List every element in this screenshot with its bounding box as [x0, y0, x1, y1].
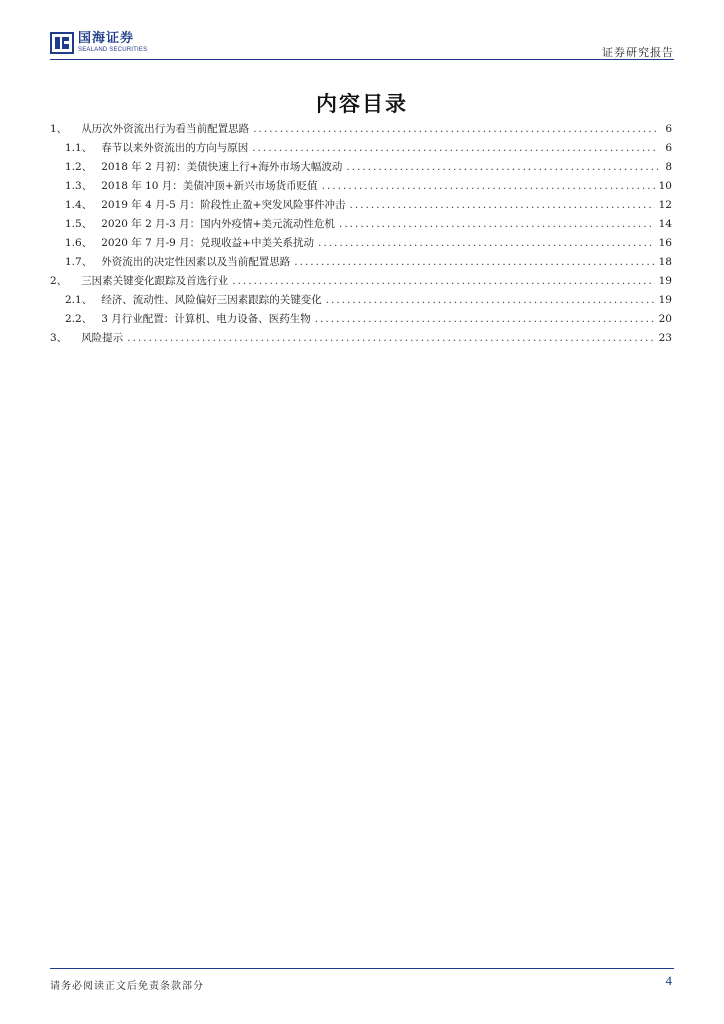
sealand-logo-icon	[50, 32, 74, 54]
toc-entry-label: 3 月行业配置：计算机、电力设备、医药生物	[101, 313, 311, 325]
toc-entry-page: 19	[658, 294, 672, 306]
toc-entry-number: 3、	[50, 332, 68, 344]
toc-leader-dots	[349, 199, 654, 211]
toc-entry-page: 14	[658, 218, 672, 230]
toc-entry-page: 6	[665, 142, 672, 154]
toc-entry-label: 三因素关键变化跟踪及首选行业	[81, 275, 229, 287]
toc-entry[interactable]	[50, 311, 672, 330]
toc-entry-number: 1、	[50, 123, 68, 135]
toc-entry[interactable]	[50, 216, 672, 235]
toc-entry-number: 2、	[50, 275, 68, 287]
toc-entry-number: 1.3、	[65, 180, 93, 192]
toc-entry-page: 10	[658, 180, 672, 192]
toc-entry-label: 2018 年 2 月初：美债快速上行+海外市场大幅波动	[101, 161, 343, 173]
toc-entry-label: 2018 年 10 月：美债冲顶+新兴市场货币贬值	[101, 180, 318, 192]
toc-entry[interactable]	[50, 140, 672, 159]
toc-entry-page: 16	[658, 237, 672, 249]
footer-divider	[50, 968, 674, 969]
toc-entry-label: 风险提示	[81, 332, 124, 344]
toc-leader-dots	[294, 256, 654, 268]
footer-disclaimer: 请务必阅读正文后免责条款部分	[50, 981, 204, 992]
toc-entry-page: 18	[658, 256, 672, 268]
toc-entry-page: 23	[658, 332, 672, 344]
company-logo	[50, 32, 147, 54]
toc-entry[interactable]	[50, 292, 672, 311]
toc-entry-number: 1.2、	[65, 161, 93, 173]
table-of-contents	[50, 121, 672, 349]
toc-leader-dots	[318, 237, 655, 249]
toc-leader-dots	[322, 180, 655, 192]
toc-leader-dots	[252, 142, 658, 154]
report-type-label: 证券研究报告	[602, 46, 674, 59]
toc-entry[interactable]	[50, 121, 672, 140]
toc-entry[interactable]	[50, 254, 672, 273]
toc-leader-dots	[127, 332, 654, 344]
toc-entry-label: 春节以来外资流出的方向与原因	[101, 142, 249, 154]
toc-entry[interactable]	[50, 330, 672, 349]
logo-english-text: SEALAND SECURITIES	[78, 47, 148, 53]
toc-entry-label: 经济、流动性、风险偏好三因素跟踪的关键变化	[101, 294, 322, 306]
header-divider	[50, 59, 674, 60]
toc-entry-label: 2020 年 7 月-9 月：兑现收益+中美关系扰动	[101, 237, 314, 249]
toc-entry[interactable]	[50, 273, 672, 292]
logo-chinese-text: 国海证券	[78, 31, 135, 46]
toc-entry-page: 20	[658, 313, 672, 325]
toc-entry-label: 2020 年 2 月-3 月：国内外疫情+美元流动性危机	[101, 218, 335, 230]
toc-leader-dots	[253, 123, 658, 135]
toc-entry-number: 2.2、	[65, 313, 93, 325]
toc-entry-page: 19	[658, 275, 672, 287]
toc-entry-page: 6	[665, 123, 672, 135]
toc-entry-label: 从历次外资流出行为看当前配置思路	[81, 123, 250, 135]
toc-entry-number: 2.1、	[65, 294, 93, 306]
toc-entry-number: 1.5、	[65, 218, 93, 230]
toc-leader-dots	[339, 218, 655, 230]
toc-entry-label: 2019 年 4 月-5 月：阶段性止盈+突发风险事件冲击	[101, 199, 346, 211]
toc-entry[interactable]	[50, 235, 672, 254]
toc-title: 内容目录	[316, 92, 408, 116]
toc-entry[interactable]	[50, 178, 672, 197]
toc-leader-dots	[326, 294, 655, 306]
page-number: 4	[665, 973, 672, 988]
toc-leader-dots	[232, 275, 654, 287]
toc-entry-number: 1.7、	[65, 256, 93, 268]
toc-entry-number: 1.6、	[65, 237, 93, 249]
toc-entry-label: 外资流出的决定性因素以及当前配置思路	[101, 256, 291, 268]
toc-entry[interactable]	[50, 197, 672, 216]
toc-entry-page: 8	[665, 161, 672, 173]
toc-entry[interactable]	[50, 159, 672, 178]
toc-leader-dots	[346, 161, 658, 173]
toc-entry-number: 1.1、	[65, 142, 93, 154]
toc-entry-number: 1.4、	[65, 199, 93, 211]
toc-entry-page: 12	[658, 199, 672, 211]
toc-leader-dots	[315, 313, 655, 325]
page-header	[50, 30, 674, 60]
